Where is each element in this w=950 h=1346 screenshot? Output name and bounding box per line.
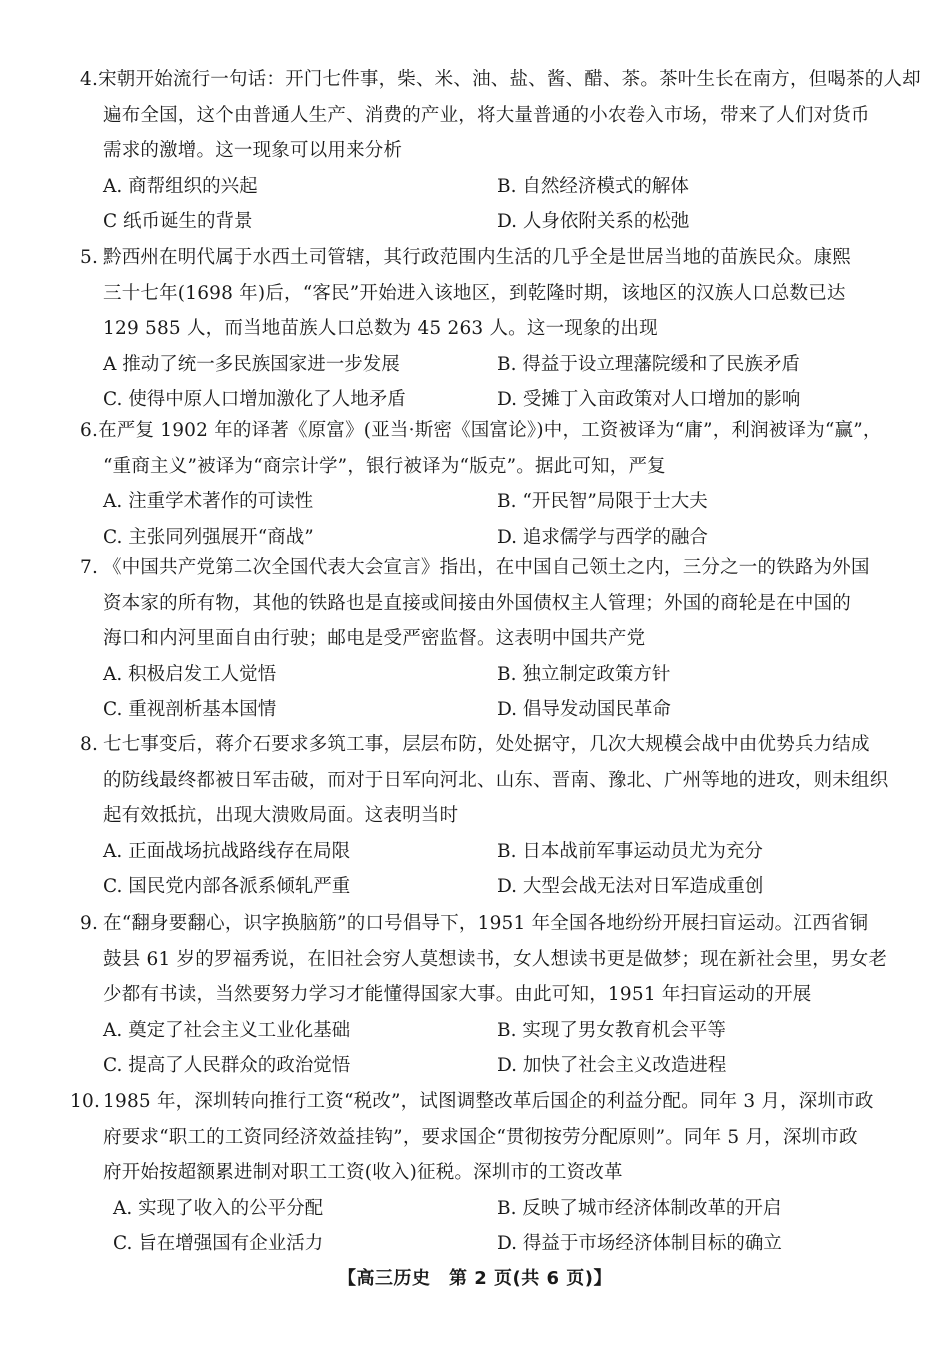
option-c: C 纸币诞生的背景 (103, 211, 253, 232)
question-stem-line: 需求的激增。这一现象可以用来分析 (103, 140, 403, 161)
question-stem-line: 7. 《中国共产党第二次全国代表大会宣言》指出，在中国自己领土之内，三分之一的铁路为外国 (80, 550, 880, 586)
option-d: D. 加快了社会主义改造进程 (497, 1055, 727, 1076)
option-a: A. 注重学术著作的可读性 (103, 491, 314, 512)
question-stem-line: 遍布全国，这个由普通人生产、消费的产业，将大量普通的小农卷入市场，带来了人们对货币 (103, 104, 870, 126)
option-d: D. 大型会战无法对日军造成重创 (497, 876, 764, 897)
question-6 (80, 413, 880, 555)
options-grid (80, 169, 880, 240)
question-stem-line: “重商主义”被译为“商宗计学”，银行被译为“版克”。据此可知，严复 (103, 455, 666, 477)
options-grid (80, 1013, 880, 1084)
option-d: D. 人身依附关系的松弛 (497, 211, 690, 232)
option-a: A. 正面战场抗战路线存在局限 (103, 840, 351, 862)
options-grid (80, 834, 880, 905)
question-stem-line: 鼓县 61 岁的罗福秀说，在旧社会穷人莫想读书，女人想读书更是做梦；现在新社会里，男女老 (103, 948, 888, 970)
question-number: 9. (80, 913, 99, 934)
question-5 (80, 240, 880, 418)
question-number: 4. (80, 69, 99, 90)
question-stem-line: 海口和内河里面自由行驶；邮电是受严密监督。这表明中国共产党 (103, 628, 646, 649)
question-stem-line: 的防线最终都被日军击破，而对于日军向河北、山东、晋南、豫北、广州等地的进攻，则未组织 (103, 769, 889, 791)
question-4 (80, 62, 921, 240)
options-grid (80, 1191, 880, 1262)
option-a: A. 实现了收入的公平分配 (113, 1197, 324, 1219)
option-b: B. 得益于设立理藩院缓和了民族矛盾 (497, 353, 800, 375)
question-stem-line: 9. 在“翻身要翻心，识字换脑筋”的口号倡导下，1951 年全国各地纷纷开展扫盲运动。江西省铜 (80, 906, 880, 942)
options-grid (80, 484, 880, 555)
option-d: D. 得益于市场经济体制目标的确立 (497, 1233, 782, 1254)
question-10 (70, 1084, 880, 1262)
question-stem-line: 三十七年(1698 年)后，“客民”开始进入该地区，到乾隆时期，该地区的汉族人口总数已达 (103, 282, 846, 304)
option-d: D. 受摊丁入亩政策对人口增加的影响 (497, 389, 801, 410)
option-c: C. 国民党内部各派系倾轧严重 (103, 876, 351, 897)
question-number: 10. (70, 1091, 101, 1112)
option-a: A 推动了统一多民族国家进一步发展 (103, 353, 400, 375)
option-b: B. 日本战前军事运动员尤为充分 (497, 840, 763, 862)
option-c: C. 主张同列强展开“商战” (103, 526, 314, 548)
question-number: 7. (80, 557, 99, 578)
option-a: A. 商帮组织的兴起 (103, 175, 258, 197)
question-8 (80, 727, 889, 905)
options-grid (80, 657, 880, 728)
question-stem-line: 10. 1985 年，深圳转向推行工资“税改”，试图调整改革后国企的利益分配。同年 3 月，深圳市政 (80, 1084, 880, 1120)
question-stem-line: 少都有书读，当然要努力学习才能懂得国家大事。由此可知，1951 年扫盲运动的开展 (103, 984, 812, 1005)
question-stem-line: 5. 黔西州在明代属于水西土司管辖，其行政范围内生活的几乎全是世居当地的苗族民众。康熙 (80, 240, 880, 276)
option-a: A. 积极启发工人觉悟 (103, 663, 277, 685)
question-stem-line: 资本家的所有物，其他的铁路也是直接或间接由外国债权主人管理；外国的商轮是在中国的 (103, 592, 852, 614)
option-c: C. 重视剖析基本国情 (103, 699, 277, 720)
option-c: C. 旨在增强国有企业活力 (113, 1233, 324, 1254)
question-stem-line: 8. 七七事变后，蒋介石要求多筑工事，层层布防，处处据守，几次大规模会战中由优势兵力结成 (80, 727, 880, 763)
option-d: D. 追求儒学与西学的融合 (497, 526, 708, 548)
question-stem-line: 6. 在严复 1902 年的译著《原富》(亚当·斯密《国富论》)中，工资被译为“庸”，利润被译为“赢”， (80, 413, 880, 449)
option-b: B. “开民智”局限于士大夫 (497, 491, 708, 512)
option-c: C. 使得中原人口增加激化了人地矛盾 (103, 389, 406, 410)
option-c: C. 提高了人民群众的政治觉悟 (103, 1055, 351, 1076)
option-b: B. 实现了男女教育机会平等 (497, 1019, 726, 1041)
question-stem-line: 129 585 人，而当地苗族人口总数为 45 263 人。这一现象的出现 (103, 318, 658, 339)
question-stem-line: 府开始按超额累进制对职工工资(收入)征税。深圳市的工资改革 (103, 1162, 623, 1183)
option-b: B. 自然经济模式的解体 (497, 175, 689, 197)
question-number: 8. (80, 734, 99, 755)
question-number: 5. (80, 247, 99, 268)
option-b: B. 反映了城市经济体制改革的开启 (497, 1197, 782, 1219)
question-stem-line: 府要求“职工的工资同经济效益挂钩”，要求国企“贯彻按劳分配原则”。同年 5 月，深圳市政 (103, 1126, 858, 1148)
question-9 (80, 906, 888, 1084)
option-a: A. 奠定了社会主义工业化基础 (103, 1019, 351, 1041)
option-b: B. 独立制定政策方针 (497, 663, 671, 685)
option-d: D. 倡导发动国民革命 (497, 699, 671, 720)
question-7 (80, 550, 880, 728)
question-number: 6. (80, 420, 99, 441)
question-stem-line: 起有效抵抗，出现大溃败局面。这表明当时 (103, 805, 459, 826)
options-grid (80, 347, 880, 418)
question-stem-line: 4. 宋朝开始流行一句话：开门七件事，柴、米、油、盐、酱、醋、茶。茶叶生长在南方，但喝茶的人却 (80, 62, 880, 98)
page-footer: 【高三历史 第 2 页(共 6 页)】 (337, 1268, 613, 1289)
